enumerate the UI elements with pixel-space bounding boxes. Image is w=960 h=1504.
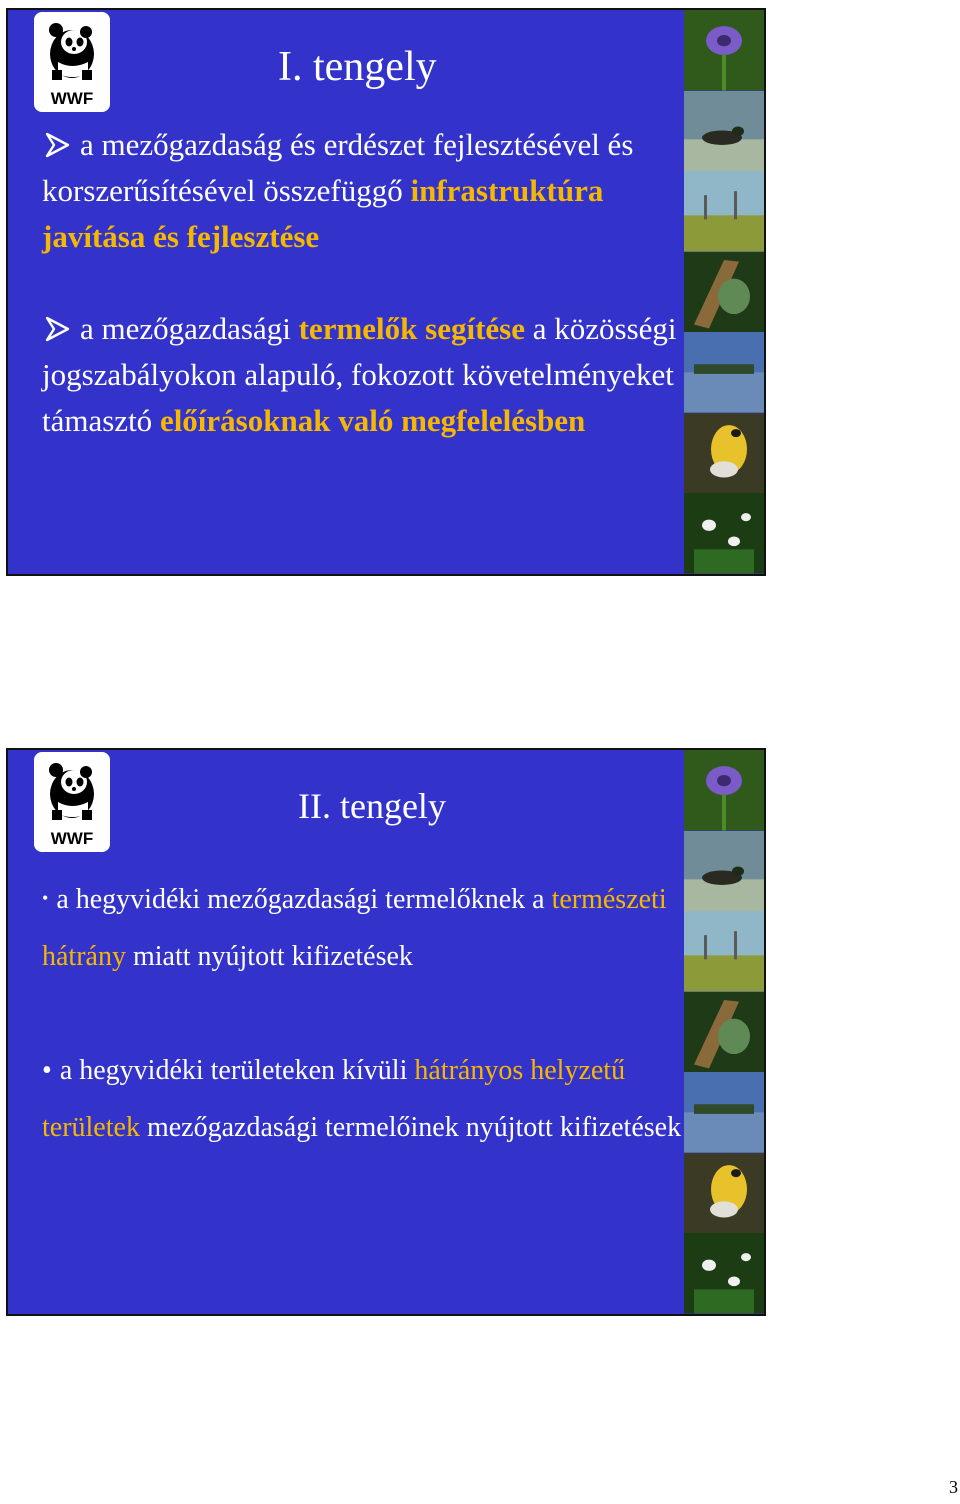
slide-2-bullet-1: • a hegyvidéki mezőgazdasági termelőknek a természeti hátrány miatt nyújtott kifizetések (42, 884, 667, 972)
wetland-photo-icon (684, 171, 764, 252)
bird-photo-icon (684, 413, 764, 494)
flower-photo-icon (684, 750, 764, 831)
slide-1-bullet-2: a mezőgazdasági termelők segítése a közösségi jogszabályokon alapuló, fokozott követelményeket támasztó előírásoknak való megfelelésben (42, 311, 677, 438)
slide-1 (6, 8, 766, 576)
slide-2 (6, 748, 766, 1316)
arrow-bullet-icon (44, 316, 70, 342)
frog-photo-icon (684, 252, 764, 333)
flower-photo-icon (684, 10, 764, 91)
bullet-icon: • (42, 888, 49, 908)
wwf-logo (34, 752, 110, 852)
slide-1-bullet-1: a mezőgazdaság és erdészet fejlesztésével és korszerűsítésével összefüggő infrastruktúra javítása és fejlesztése (42, 127, 634, 254)
slide-2-body (42, 870, 682, 1156)
panda-icon (34, 752, 110, 852)
duck-photo-icon (684, 91, 764, 172)
bullet-icon: • (42, 1055, 52, 1086)
highlight-infrastructure: infrastruktúra javítása és fejlesztése (42, 173, 604, 254)
arrow-bullet-icon (44, 132, 70, 158)
slide-2-title: II. tengely (298, 786, 446, 826)
highlight-natural-handicap: természeti hátrány (42, 884, 667, 972)
wwf-logo (34, 12, 110, 112)
svg-text:WWF: WWF (50, 89, 94, 108)
snowdrop-photo-icon (684, 1233, 764, 1314)
wetland-photo-icon (684, 911, 764, 992)
lake-photo-icon (684, 332, 764, 413)
frog-photo-icon (684, 992, 764, 1073)
bird-photo-icon (684, 1153, 764, 1234)
nature-photo-strip (684, 10, 764, 574)
page-number: 3 (949, 1477, 958, 1497)
panda-icon (34, 12, 110, 112)
slide-2-bullet-2: • a hegyvidéki területeken kívüli hátrányos helyzetű területek mezőgazdasági termelőinek nyújtott kifizetések (42, 1055, 682, 1143)
svg-text:WWF: WWF (50, 829, 94, 848)
slide-1-body (42, 122, 682, 444)
lake-photo-icon (684, 1072, 764, 1153)
snowdrop-photo-icon (684, 493, 764, 574)
nature-photo-strip (684, 750, 764, 1314)
slide-1-title: I. tengely (278, 44, 437, 90)
highlight-compliance: előírásoknak való megfelelésben (159, 403, 586, 438)
duck-photo-icon (684, 831, 764, 912)
highlight-producers: termelők segítése (298, 311, 525, 346)
highlight-disadvantaged-areas: hátrányos helyzetű területek (42, 1055, 626, 1143)
